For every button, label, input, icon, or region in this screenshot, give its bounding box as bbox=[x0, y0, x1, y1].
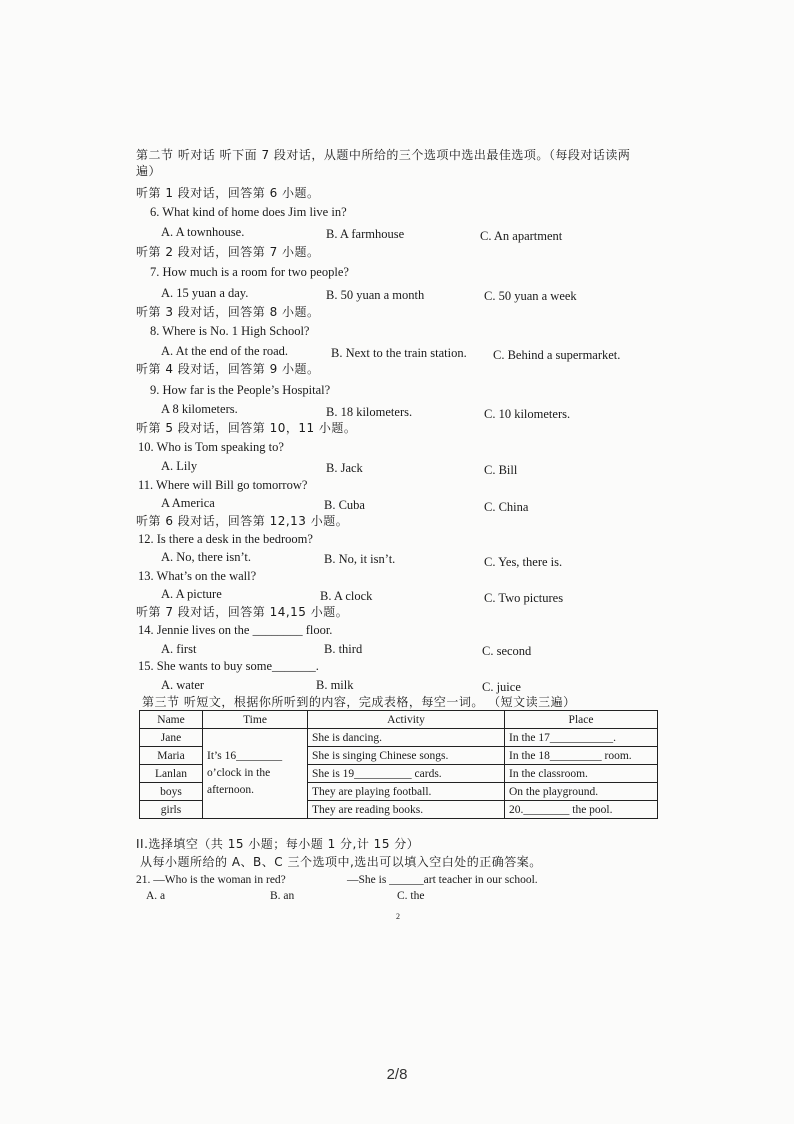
q8-option-a: A. At the end of the road. bbox=[161, 344, 289, 358]
q10-option-c: C. Bill bbox=[484, 463, 518, 477]
dialog-4-instruction: 听第 4 段对话，回答第 9 小题。 bbox=[136, 362, 320, 376]
q21-option-c: C. the bbox=[397, 890, 425, 902]
cell-activity: She is dancing. bbox=[308, 729, 505, 747]
cell-activity: She is singing Chinese songs. bbox=[308, 747, 505, 765]
q12-option-a: A. No, there isn’t. bbox=[161, 550, 252, 564]
q7-option-a: A. 15 yuan a day. bbox=[161, 286, 249, 300]
q15-option-a: A. water bbox=[161, 678, 205, 692]
part2-title: II.选择填空（共 15 小题；每小题 1 分,计 15 分） bbox=[136, 837, 420, 851]
cell-name: girls bbox=[140, 801, 203, 819]
q21-option-a: A. a bbox=[146, 890, 166, 902]
question-6: 6. What kind of home does Jim live in? bbox=[150, 205, 347, 219]
q13-option-c: C. Two pictures bbox=[484, 591, 564, 605]
page-indicator: 2/8 bbox=[386, 1066, 408, 1083]
q9-option-a: A 8 kilometers. bbox=[161, 402, 238, 416]
q13-option-b: B. A clock bbox=[320, 589, 373, 603]
q6-option-a: A. A townhouse. bbox=[161, 225, 245, 239]
dialog-6-instruction: 听第 6 段对话，回答第 12,13 小题。 bbox=[136, 514, 349, 528]
cell-place: In the 18_________ room. bbox=[505, 747, 658, 765]
question-21-answer-line: —She is ______art teacher in our school. bbox=[347, 874, 538, 886]
listening-table bbox=[139, 710, 658, 819]
q7-option-c: C. 50 yuan a week bbox=[484, 289, 577, 303]
question-9: 9. How far is the People’s Hospital? bbox=[150, 383, 331, 397]
q6-option-c: C. An apartment bbox=[480, 229, 563, 243]
q11-option-a: A America bbox=[161, 496, 215, 510]
cell-name: boys bbox=[140, 783, 203, 801]
header-name: Name bbox=[140, 711, 203, 729]
q8-option-c: C. Behind a supermarket. bbox=[493, 348, 621, 362]
question-11: 11. Where will Bill go tomorrow? bbox=[138, 478, 308, 492]
inner-page-number: 2 bbox=[396, 912, 400, 921]
q15-option-c: C. juice bbox=[482, 680, 521, 694]
q21-option-b: B. an bbox=[270, 890, 295, 902]
q13-option-a: A. A picture bbox=[161, 587, 222, 601]
cell-place: In the classroom. bbox=[505, 765, 658, 783]
dialog-2-instruction: 听第 2 段对话，回答第 7 小题。 bbox=[136, 245, 320, 259]
cell-activity: They are playing football. bbox=[308, 783, 505, 801]
q14-option-b: B. third bbox=[324, 642, 363, 656]
dialog-7-instruction: 听第 7 段对话，回答第 14,15 小题。 bbox=[136, 605, 349, 619]
cell-name: Maria bbox=[140, 747, 203, 765]
q11-option-c: C. China bbox=[484, 500, 529, 514]
question-7: 7. How much is a room for two people? bbox=[150, 265, 349, 279]
q15-option-b: B. milk bbox=[316, 678, 354, 692]
question-10: 10. Who is Tom speaking to? bbox=[138, 440, 284, 454]
dialog-3-instruction: 听第 3 段对话，回答第 8 小题。 bbox=[136, 305, 320, 319]
header-activity: Activity bbox=[308, 711, 505, 729]
q7-option-b: B. 50 yuan a month bbox=[326, 288, 425, 302]
cell-place: 20.________ the pool. bbox=[505, 801, 658, 819]
section3-heading: 第三节 听短文，根据你所听到的内容，完成表格，每空一词。 （短文读三遍） bbox=[142, 695, 576, 709]
dialog-5-instruction: 听第 5 段对话，回答第 10，11 小题。 bbox=[136, 421, 357, 435]
q10-option-a: A. Lily bbox=[161, 459, 198, 473]
header-time: Time bbox=[203, 711, 308, 729]
cell-place: On the playground. bbox=[505, 783, 658, 801]
cell-place: In the 17___________. bbox=[505, 729, 658, 747]
part2-instruction: 从每小题所给的 A、B、C 三个选项中,选出可以填入空白处的正确答案。 bbox=[140, 855, 542, 869]
q6-option-b: B. A farmhouse bbox=[326, 227, 405, 241]
cell-name: Jane bbox=[140, 729, 203, 747]
cell-activity: She is 19__________ cards. bbox=[308, 765, 505, 783]
table-row bbox=[140, 729, 658, 747]
q11-option-b: B. Cuba bbox=[324, 498, 365, 512]
cell-name: Lanlan bbox=[140, 765, 203, 783]
q9-option-b: B. 18 kilometers. bbox=[326, 405, 413, 419]
cell-time: It’s 16________ o’clock in the afternoon. bbox=[203, 729, 308, 819]
q10-option-b: B. Jack bbox=[326, 461, 363, 475]
q9-option-c: C. 10 kilometers. bbox=[484, 407, 571, 421]
question-8: 8. Where is No. 1 High School? bbox=[150, 324, 310, 338]
table-header-row bbox=[140, 711, 658, 729]
header-place: Place bbox=[505, 711, 658, 729]
question-12: 12. Is there a desk in the bedroom? bbox=[138, 532, 313, 546]
question-13: 13. What’s on the wall? bbox=[138, 569, 257, 583]
section2-heading: 第二节 听对话 听下面 7 段对话，从题中所给的三个选项中选出最佳选项。（每段对话读两 bbox=[136, 148, 631, 162]
question-15: 15. She wants to buy some_______. bbox=[138, 659, 319, 673]
cell-activity: They are reading books. bbox=[308, 801, 505, 819]
dialog-1-instruction: 听第 1 段对话，回答第 6 小题。 bbox=[136, 186, 320, 200]
q14-option-c: C. second bbox=[482, 644, 532, 658]
question-21: 21. —Who is the woman in red? bbox=[136, 874, 286, 886]
q12-option-c: C. Yes, there is. bbox=[484, 555, 563, 569]
q8-option-b: B. Next to the train station. bbox=[331, 346, 467, 360]
q12-option-b: B. No, it isn’t. bbox=[324, 552, 396, 566]
section2-heading-cont: 遍） bbox=[136, 164, 162, 178]
q14-option-a: A. first bbox=[161, 642, 197, 656]
question-14: 14. Jennie lives on the ________ floor. bbox=[138, 623, 333, 637]
